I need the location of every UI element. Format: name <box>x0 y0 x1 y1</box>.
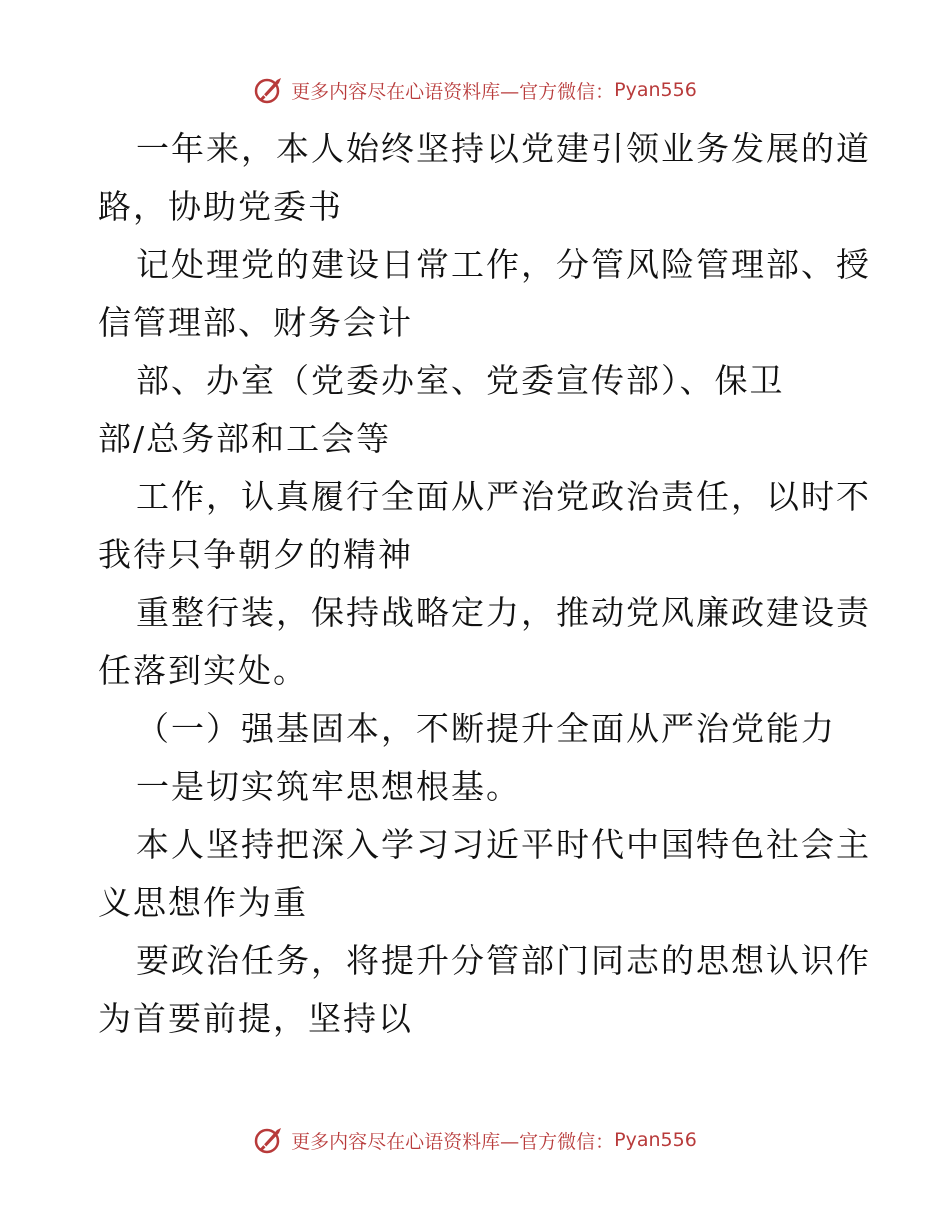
footer-banner-text: 更多内容尽在心语资料库—官方微信： <box>291 1130 615 1153</box>
quill-pen-logo-icon <box>253 1124 285 1156</box>
footer-banner <box>0 1120 950 1160</box>
body-line: 路，协助党委书 <box>98 187 343 226</box>
body-line: 义思想作为重 <box>98 883 308 922</box>
body-line: 信管理部、财务会计 <box>98 303 413 342</box>
body-line: 一年来，本人始终坚持以党建引领业务发展的道 <box>136 129 871 168</box>
body-line: 记处理党的建设日常工作，分管风险管理部、授 <box>136 245 871 284</box>
body-line: 部/总务部和工会等 <box>98 419 392 458</box>
body-line: 本人坚持把深入学习习近平时代中国特色社会主 <box>136 825 871 864</box>
body-line: 我待只争朝夕的精神 <box>98 535 413 574</box>
header-banner-handle: Pyan556 <box>614 79 697 101</box>
body-line: 一是切实筑牢思想根基。 <box>136 767 521 806</box>
header-banner-text: 更多内容尽在心语资料库—官方微信： <box>291 80 615 103</box>
quill-pen-logo-icon <box>253 74 285 106</box>
footer-banner-handle: Pyan556 <box>614 1129 697 1151</box>
section-heading: （一）强基固本，不断提升全面从严治党能力 <box>136 709 836 748</box>
body-line: 工作，认真履行全面从严治党政治责任，以时不 <box>136 477 871 516</box>
body-line: 部、办室（党委办室、党委宣传部）、保卫 <box>136 361 785 400</box>
body-line: 要政治任务，将提升分管部门同志的思想认识作 <box>136 941 871 980</box>
header-banner <box>0 70 950 110</box>
body-line: 重整行装，保持战略定力，推动党风廉政建设责 <box>136 593 871 632</box>
body-line: 任落到实处。 <box>98 651 308 690</box>
document-body <box>98 120 871 1048</box>
body-line: 为首要前提，坚持以 <box>98 999 413 1038</box>
